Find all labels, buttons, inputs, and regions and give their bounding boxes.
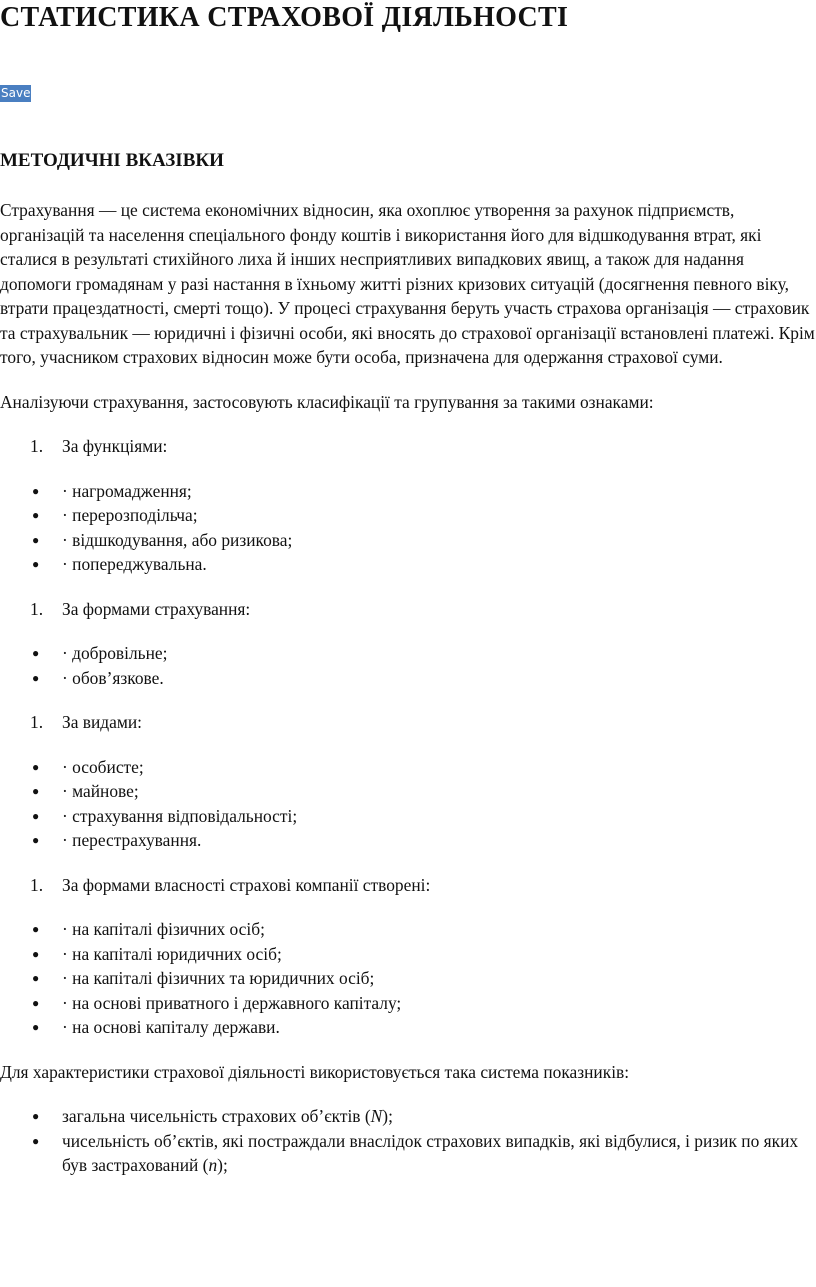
bullet-icon: ● [32, 922, 40, 936]
group-items-list [0, 479, 816, 577]
bullet-icon: ● [32, 759, 40, 774]
bullet-icon: ● [32, 1109, 40, 1123]
group-heading-text: За функціями: [62, 436, 168, 456]
indicator-variable: n [208, 1155, 218, 1175]
document-title: СТАТИСТИКА СТРАХОВОЇ ДІЯЛЬНОСТІ [0, 2, 569, 33]
list-item-text: · на основі капіталу держави. [62, 1017, 280, 1037]
list-item [0, 828, 816, 853]
list-item [0, 779, 816, 804]
bullet-icon: ● [32, 784, 40, 798]
list-item-text: · на основі приватного і державного капіталу; [62, 992, 402, 1013]
bullet-icon: ● [32, 833, 40, 847]
document-content [0, 198, 816, 1178]
group-items-list [0, 641, 816, 690]
group-items-list [0, 917, 816, 1040]
list-item-text: · на капіталі юридичних осіб; [62, 943, 282, 964]
group-heading-list [0, 710, 816, 735]
indicator-item [0, 1129, 816, 1178]
list-item [0, 666, 816, 691]
group-heading-list [0, 873, 816, 898]
group-heading-text: За видами: [62, 712, 143, 732]
list-item [0, 804, 816, 829]
classification-groups [0, 434, 816, 1040]
indicator-tail: ); [382, 1106, 393, 1126]
list-item-text: · попереджувальна. [62, 554, 207, 574]
list-item [0, 755, 816, 780]
list-item [0, 641, 816, 666]
list-number: 1. [30, 598, 44, 619]
bullet-icon: ● [32, 946, 40, 961]
bullet-icon: ● [32, 808, 40, 823]
indicators-lead: Для характеристики страхової діяльності використовується така система показників: [0, 1061, 630, 1082]
indicators-list [0, 1104, 816, 1178]
list-item-text: · відшкодування, або ризикова; [62, 529, 293, 550]
list-number: 1. [30, 436, 44, 456]
list-number: 1. [30, 712, 44, 732]
bullet-icon: ● [32, 483, 40, 498]
save-button[interactable]: Save [1, 86, 31, 100]
list-item-text: · страхування відповідальності; [62, 805, 298, 826]
bullet-icon: ● [32, 646, 40, 660]
list-item-text: · обов’язкове. [62, 667, 164, 688]
intro-paragraph: Страхування — це система економічних відносин, яка охоплює утворення за рахунок підприємств, організацій та населення спеціального фонду коштів і використання його для відшкодування втрат, які сталися в результаті стихійного лиха й інших несприятливих випадкових явищ, а також для надання допомоги громадянам у разі настання в їхньому житті різних кризових ситуацій (досягнення певного віку, втрати працездатності, смерті тощо). У процесі страхування беруть участь страхова організація — страховик та страхувальник — юридичні і фізичні особи, які вносять до страхової організації встановлені платежі. Крім того, учасником страхових відносин може бути особа, призначена для одержання страхової суми. [0, 200, 815, 367]
bullet-icon: ● [32, 1020, 40, 1034]
bullet-icon: ● [32, 670, 40, 685]
list-item [0, 503, 816, 528]
indicator-tail: ); [217, 1155, 228, 1175]
section-title: МЕТОДИЧНІ ВКАЗІВКИ [0, 150, 224, 171]
group-heading-text: За формами власності страхові компанії створені: [62, 874, 431, 895]
list-item [0, 528, 816, 553]
list-item-text: · майнове; [62, 781, 139, 801]
list-item [0, 552, 816, 577]
group-heading-text: За формами страхування: [62, 598, 251, 619]
list-number: 1. [30, 874, 44, 895]
group-heading [0, 597, 816, 622]
indicator-variable: N [370, 1106, 383, 1126]
group-heading-list [0, 434, 816, 459]
bullet-icon: ● [32, 532, 40, 547]
bullet-icon: ● [32, 1133, 40, 1148]
indicator-item [0, 1104, 816, 1129]
list-item [0, 1015, 816, 1040]
list-item [0, 991, 816, 1016]
list-item [0, 942, 816, 967]
group-heading-list [0, 597, 816, 622]
list-item [0, 917, 816, 942]
list-item-text: · перерозподільча; [62, 505, 198, 525]
list-item [0, 966, 816, 991]
classification-lead: Аналізуючи страхування, застосовують класифікації та групування за такими ознаками: [0, 391, 654, 412]
group-heading [0, 710, 816, 735]
bullet-icon: ● [32, 557, 40, 571]
bullet-icon: ● [32, 971, 40, 985]
group-heading [0, 434, 816, 459]
list-item-text: · на капіталі фізичних та юридичних осіб; [62, 968, 375, 988]
list-item-text: · на капіталі фізичних осіб; [62, 919, 265, 939]
bullet-icon: ● [32, 995, 40, 1010]
bullet-icon: ● [32, 508, 40, 522]
list-item [0, 479, 816, 504]
group-heading [0, 873, 816, 898]
group-items-list [0, 755, 816, 853]
list-item-text: · особисте; [62, 756, 144, 777]
list-item-text: · перестрахування. [62, 830, 202, 850]
list-item-text: · добровільне; [62, 643, 168, 663]
list-item-text: · нагромадження; [62, 480, 192, 501]
indicator-text: загальна чисельність страхових об’єктів ( [62, 1106, 371, 1126]
indicator-text: чисельність об’єктів, які постраждали внаслідок страхових випадків, які відбулися, і ризик по яких був застрахований ( [62, 1130, 799, 1175]
